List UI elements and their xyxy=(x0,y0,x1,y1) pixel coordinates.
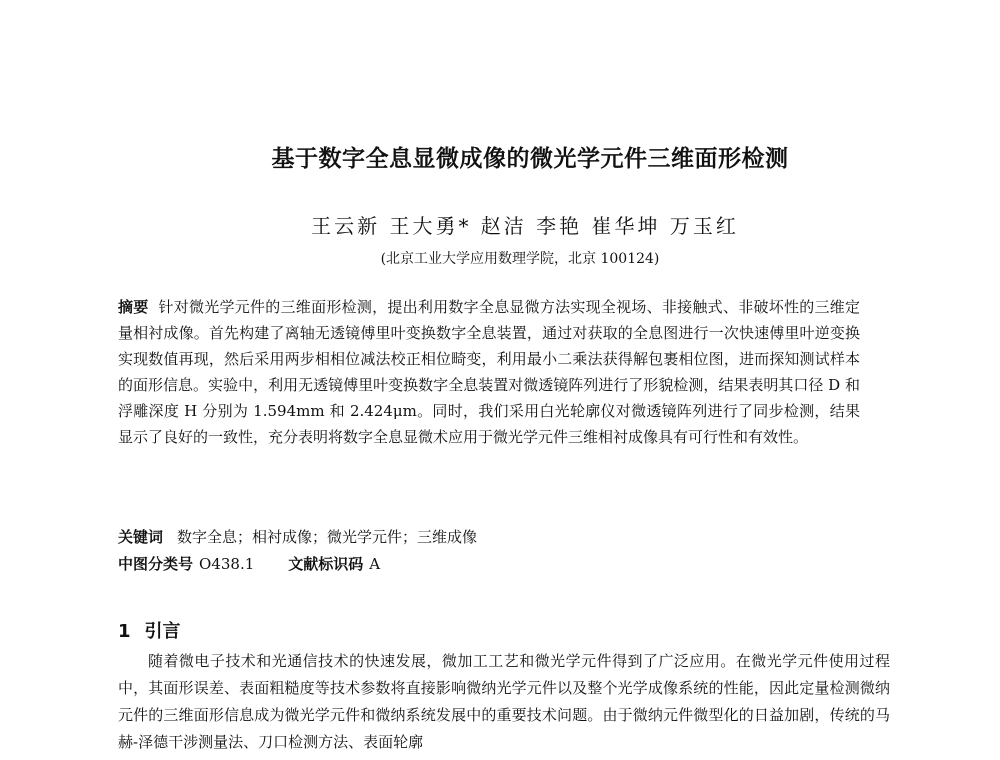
keywords-label: 关键词 xyxy=(118,528,164,546)
abstract xyxy=(118,294,860,450)
classification-value: O438.1 xyxy=(199,555,255,573)
document-code-label: 文献标识码 xyxy=(288,555,364,573)
keywords xyxy=(118,524,860,550)
abstract-label: 摘要 xyxy=(118,298,149,316)
author-list: 王云新 王大勇* 赵洁 李艳 崔华坤 万玉红 xyxy=(311,214,739,238)
abstract-text: 针对微光学元件的三维面形检测，提出利用数字全息显微方法实现全视场、非接触式、非破坏性的三维定量相衬成像。首先构建了离轴无透镜傅里叶变换数字全息装置，通过对获取的全息图进行一次快速傅里叶逆变换实现数值再现，然后采用两步相相位减法校正相位畸变，利用最小二乘法获得解包裹相位图，进而探知测试样本的面形信息。实验中，利用无透镜傅里叶变换数字全息装置对微透镜阵列进行了形貌检测，结果表明其口径 D 和浮雕深度 H 分别为 1.594mm 和 2.424μm。同时，我们采用白光轮廓仪对微透镜阵列进行了同步检测，结果显示了良好的一致性，充分表明将数字全息显微术应用于微光学元件三维相衬成像具有可行性和有效性。 xyxy=(118,298,860,446)
classification-label: 中图分类号 xyxy=(118,555,194,573)
section-body-paragraph: 随着微电子技术和光通信技术的快速发展，微加工工艺和微光学元件得到了广泛应用。在微光学元件使用过程中，其面形误差、表面粗糙度等技术参数将直接影响微纳光学元件以及整个光学成像系统的性能，因此定量检测微纳元件的三维面形信息成为微光学元件和微纳系统发展中的重要技术问题。由于微纳元件微型化的日益加剧，传统的马赫-泽德干涉测量法、刀口检测方法、表面轮廓 xyxy=(118,652,890,751)
section-number: 1 xyxy=(118,621,131,642)
keywords-text: 数字全息；相衬成像；微光学元件；三维成像 xyxy=(177,528,478,546)
section-heading xyxy=(118,617,181,643)
affiliation: (北京工业大学应用数理学院，北京 100124) xyxy=(380,251,660,267)
section-title: 引言 xyxy=(144,621,181,642)
document-code-value: A xyxy=(369,555,381,573)
paper-title: 基于数字全息显微成像的微光学元件三维面形检测 xyxy=(271,146,789,172)
classification-line xyxy=(118,551,860,577)
